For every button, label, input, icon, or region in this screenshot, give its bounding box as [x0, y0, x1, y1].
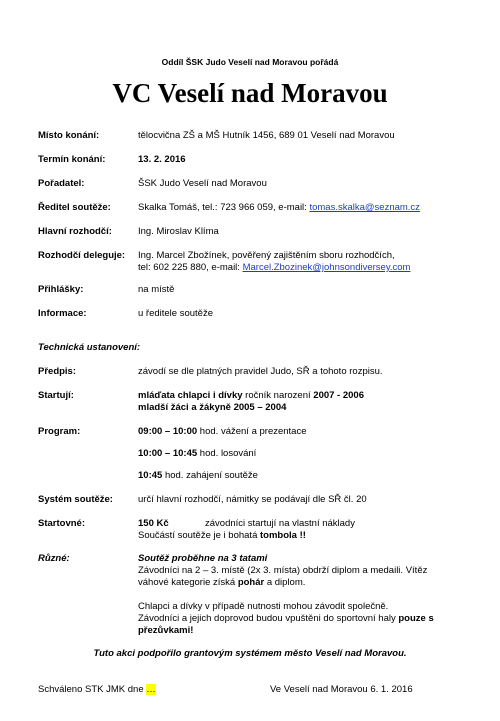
- program-item-2: [138, 448, 256, 459]
- system-value: určí hlavní rozhodčí, námitky se podávají dle SŘ čl. 20: [138, 494, 367, 505]
- information-value: u ředitele soutěže: [138, 308, 213, 319]
- program-time-2: 10:00 – 10:45: [138, 448, 198, 459]
- referee-delegate-line2: [138, 262, 410, 273]
- approval-date: …: [146, 684, 156, 695]
- director-row: [138, 202, 420, 213]
- misc-trophy: pohár: [237, 577, 265, 588]
- fee-line2: [138, 530, 306, 541]
- technical-heading: Technická ustanovení:: [38, 342, 141, 353]
- fee-tombola: tombola !!: [260, 530, 306, 541]
- program-text-3: hod. zahájení soutěže: [162, 470, 258, 481]
- applications-value: na místě: [138, 284, 175, 295]
- chief-referee-label: Hlavní rozhodčí:: [38, 226, 112, 237]
- misc-line3-a: váhové kategorie získá: [138, 577, 238, 588]
- misc-line5: [138, 613, 434, 624]
- system-label: Systém soutěže:: [38, 494, 113, 505]
- misc-label: Různé:: [38, 553, 70, 564]
- program-time-1: 09:00 – 10:00: [138, 426, 198, 437]
- rules-value: závodí se dle platných pravidel Judo, SŘ a tohoto rozpisu.: [138, 366, 383, 377]
- support-note: Tuto akci podpořilo grantovým systémem město Veselí nad Moravou.: [93, 648, 407, 659]
- starting-line2: mladší žáci a žákyně 2005 – 2004: [138, 402, 287, 413]
- program-label: Program:: [38, 426, 81, 437]
- place-date: Ve Veselí nad Moravou 6. 1. 2016: [270, 684, 413, 695]
- misc-line3-c: a diplom.: [264, 577, 306, 588]
- program-text-1: hod. vážení a prezentace: [197, 426, 307, 437]
- venue-label: Místo konání:: [38, 130, 100, 141]
- venue-value: tělocvična ZŠ a MŠ Hutník 1456, 689 01 Veselí nad Moravou: [138, 130, 395, 141]
- organizer-value: ŠSK Judo Veselí nad Moravou: [138, 178, 267, 189]
- misc-line5-b: pouze s: [398, 613, 434, 624]
- fee-label: Startovné:: [38, 518, 85, 529]
- approval-line: [38, 684, 156, 695]
- information-label: Informace:: [38, 308, 87, 319]
- applications-label: Přihlášky:: [38, 284, 84, 295]
- organizer-line: Oddíl ŠSK Judo Veselí nad Moravou pořádá: [161, 57, 339, 67]
- referee-delegate-line1: Ing. Marcel Zbožínek, pověřený zajištěním sboru rozhodčích,: [138, 250, 395, 261]
- starting-label: Startují:: [38, 390, 74, 401]
- page-title: VC Veselí nad Moravou: [112, 78, 388, 108]
- program-time-3: 10:45: [138, 470, 163, 481]
- program-item-3: [138, 470, 258, 481]
- starting-birth-text: ročník narození: [242, 390, 314, 401]
- starting-youngest: mláďata chlapci i dívky: [138, 390, 243, 401]
- organizer-label: Pořadatel:: [38, 178, 85, 189]
- director-label: Ředitel soutěže:: [38, 202, 111, 213]
- director-email-link[interactable]: tomas.skalka@seznam.cz: [309, 202, 420, 213]
- misc-line2: Závodníci na 2 – 3. místě (2x 3. místa) obdrží diplom a medaili. Vítěz: [138, 565, 428, 576]
- starting-line1: [138, 390, 364, 401]
- starting-years: 2007 - 2006: [313, 390, 364, 401]
- misc-line1: Soutěž proběhne na 3 tatami: [138, 553, 268, 564]
- misc-line5-a: Závodníci a jejich doprovod budou vpuštěni do sportovní haly: [138, 613, 399, 624]
- referee-delegate-email-link[interactable]: Marcel.Zbozinek@johnsondiversey.com: [242, 262, 411, 273]
- director-value: Skalka Tomáš, tel.: 723 966 059, e-mail:: [138, 202, 310, 213]
- misc-line4: Chlapci a dívky v případě nutnosti mohou závodit společně.: [138, 601, 389, 612]
- fee-amount: 150 Kč: [138, 518, 169, 529]
- approval-label: Schváleno STK JMK dne: [38, 684, 147, 695]
- referee-delegate-phone: tel: 602 225 880, e-mail:: [138, 262, 243, 273]
- program-text-2: hod. losování: [197, 448, 257, 459]
- program-item-1: [138, 426, 307, 437]
- misc-line6: přezůvkami!: [138, 625, 194, 636]
- fee-line2-text: Součástí soutěže je i bohatá: [138, 530, 260, 541]
- rules-label: Předpis:: [38, 366, 77, 377]
- misc-line3: [138, 577, 305, 588]
- date-value: 13. 2. 2016: [138, 154, 186, 165]
- date-label: Termín konání:: [38, 154, 106, 165]
- fee-text: závodníci startují na vlastní náklady: [205, 518, 355, 529]
- chief-referee-value: Ing. Miroslav Klíma: [138, 226, 219, 237]
- referee-delegate-label: Rozhodčí deleguje:: [38, 250, 126, 261]
